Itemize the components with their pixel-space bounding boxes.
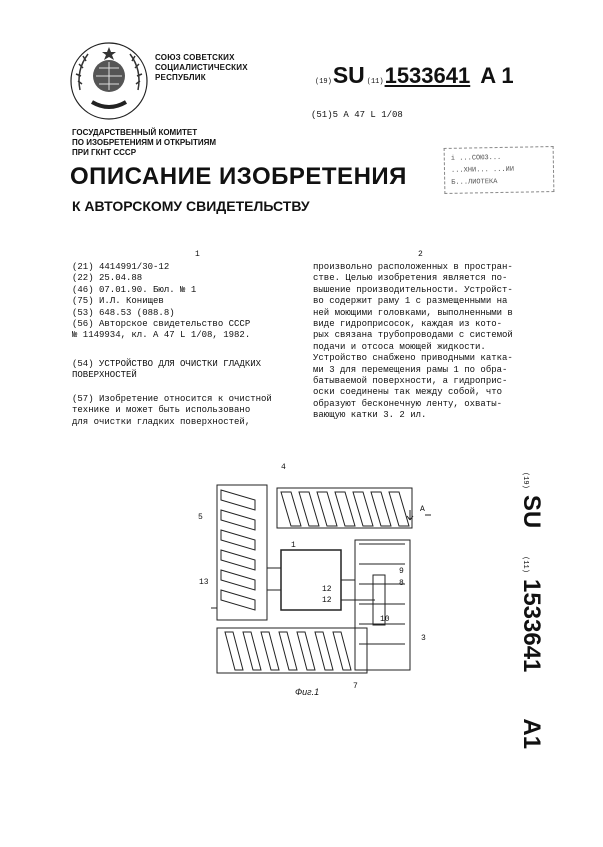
column-number-right: 2 [418,250,423,259]
abstract-line: Устройство снабжено приводными катка- [313,353,513,364]
ussr-line: РЕСПУБЛИК [155,73,206,82]
biblio-line: (75) И.Л. Конищев [72,296,164,307]
ussr-emblem-icon [68,40,150,122]
side-country: SU [518,494,545,529]
ussr-line: СОЦИАЛИСТИЧЕСКИХ [155,63,248,72]
committee-line: ГОСУДАРСТВЕННЫЙ КОМИТЕТ [72,128,198,137]
biblio-line: (56) Авторское свидетельство СССР [72,319,251,330]
fig-label: 8 [399,579,404,588]
ipc-class: (51)5 A 47 L 1/08 [311,110,403,120]
side-code-19: (19) [521,472,529,489]
ussr-block [155,53,248,83]
fig-label: 12 [322,585,332,594]
abstract-line: образуют бесконечную ленту, охваты- [313,398,503,409]
top-pads [281,492,409,526]
abstract-line: подачи и отсоса моющей жидкости. [313,341,486,352]
patent-number: 1533641 [384,63,471,88]
stamp-line: ...ХНИ... ...ИИ [450,165,515,175]
patent-number-block [315,62,514,89]
ussr-line: СОЮЗ СОВЕТСКИХ [155,53,235,62]
fig-label: 13 [199,578,209,587]
biblio-line: № 1149934, кл. А 47 L 1/08, 1982. [72,330,251,341]
fig-label: 3 [421,634,426,643]
fig-label: 10 [380,615,390,624]
country-code: SU [332,62,365,88]
fig-label: 4 [281,463,286,472]
abstract-line: стве. Целью изобретения является по- [313,273,508,284]
side-kind: A1 [518,718,545,750]
patent-kind: A 1 [480,63,514,88]
abstract-line: оски соединены так между собой, что [313,387,503,398]
invention-title-line: (54) УСТРОЙСТВО ДЛЯ ОЧИСТКИ ГЛАДКИХ [72,359,262,369]
biblio-line: (46) 07.01.90. Бюл. № 1 [72,284,197,295]
abstract-line: для очистки гладких поверхностей, [72,416,251,427]
abstract-line: рых связана трубопроводами с системой [313,330,513,341]
code-11: (11) [366,78,384,86]
biblio-line: (53) 648.53 (088.8) [72,307,175,318]
side-code-11: (11) [521,556,529,573]
code-19: (19) [315,78,332,86]
library-stamp [444,146,555,194]
abstract-line: вышение производительности. Устройст- [313,284,513,295]
abstract-line: во содержит раму 1 с размещенными на [313,296,508,307]
invention-title [72,359,261,382]
committee-block [72,128,216,158]
abstract-line: виде гидроприсосок, каждая из кото- [313,319,503,330]
fig-label: 5 [198,513,203,522]
column-number-left: 1 [195,250,200,259]
figure-caption: Фиг.1 [295,687,320,697]
bibliographic-data [72,262,250,342]
abstract-right [313,262,513,422]
abstract-left [72,394,272,428]
document-subtitle: К АВТОРСКОМУ СВИДЕТЕЛЬСТВУ [72,198,310,214]
committee-line: ПРИ ГКНТ СССР [72,148,137,157]
biblio-line: (21) 4414991/30-12 [72,262,170,272]
fig-label: 9 [399,567,404,576]
side-number: 1533641 [518,578,545,673]
fig-label: 1 [291,541,296,550]
document-title: ОПИСАНИЕ ИЗОБРЕТЕНИЯ [70,163,407,190]
committee-line: ПО ИЗОБРЕТЕНИЯМ И ОТКРЫТИЯМ [72,138,217,147]
fig-label: 12 [322,596,332,605]
abstract-line: батываемой поверхности, а гидроприс- [313,376,508,387]
abstract-line: ми 3 для перемещения рамы 1 по обра- [313,364,508,375]
fig-label: A [420,505,425,514]
stamp-line: Б...ЛИОТЕКА [451,178,498,187]
biblio-line: (22) 25.04.88 [72,273,143,284]
stamp-line: i ...СОЮЗ... [450,153,502,163]
abstract-line: технике и может быть использовано [72,405,251,416]
abstract-line: ней моющими головками, выполненными в [313,307,513,318]
abstract-line: произвольно расположенных в простран- [313,262,513,272]
invention-title-line: ПОВЕРХНОСТЕЙ [72,370,137,381]
fig-label: 7 [353,682,358,691]
side-patent-label [517,450,545,755]
abstract-line: (57) Изобретение относится к очистной [72,394,272,404]
abstract-line: вающую катки 3. 2 ил. [313,410,427,421]
